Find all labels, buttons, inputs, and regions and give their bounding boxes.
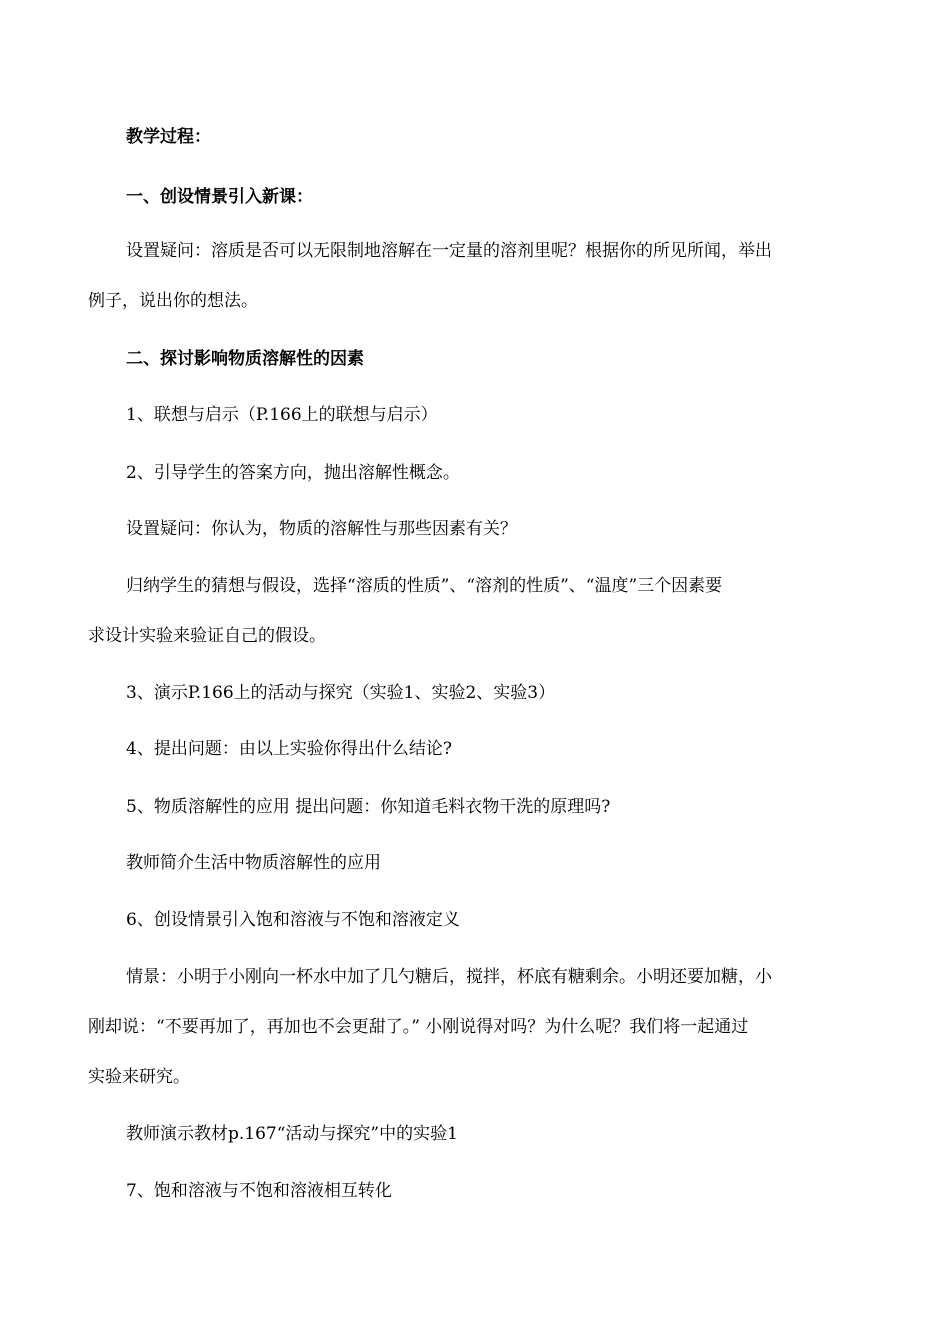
list-item-7: 7、饱和溶液与不饱和溶液相互转化 [126,1181,392,1201]
question-paragraph: 设置疑问：你认为，物质的溶解性与那些因素有关？ [126,519,517,539]
list-item-1: 1、联想与启示（P.166上的联想与启示） [126,405,438,425]
heading-teaching-process: 教学过程： [126,127,211,147]
scene-paragraph-line-1: 情景：小明于小刚向一杯水中加了几勺糖后，搅拌，杯底有糖剩余。小明还要加糖，小 [126,967,772,987]
teacher-demo-paragraph: 教师演示教材p.167“活动与探究”中的实验1 [126,1124,458,1144]
list-item-6: 6、创设情景引入饱和溶液与不饱和溶液定义 [126,910,460,930]
scene-paragraph-line-3: 实验来研究。 [88,1067,190,1087]
list-item-4: 4、提出问题：由以上实验你得出什么结论? [126,739,452,759]
section-2-title: 二、探讨影响物质溶解性的因素 [126,349,364,369]
list-item-5: 5、物质溶解性的应用 提出问题：你知道毛料衣物干洗的原理吗? [126,797,611,817]
summary-paragraph-line-2: 求设计实验来验证自己的假设。 [88,626,326,646]
summary-paragraph-line-1: 归纳学生的猜想与假设，选择“溶质的性质”、“溶剂的性质”、“温度”三个因素要 [126,576,723,596]
section-1-title: 一、创设情景引入新课： [126,187,313,207]
teacher-intro-paragraph: 教师简介生活中物质溶解性的应用 [126,853,381,873]
list-item-2: 2、引导学生的答案方向，抛出溶解性概念。 [126,463,460,483]
section-1-paragraph-line-2: 例子，说出你的想法。 [88,291,258,311]
scene-paragraph-line-2: 刚却说：“不要再加了，再加也不会更甜了。” 小刚说得对吗？为什么呢？我们将一起通过 [88,1017,749,1037]
list-item-3: 3、演示P.166上的活动与探究（实验1、实验2、实验3） [126,683,556,703]
section-1-paragraph-line-1: 设置疑问：溶质是否可以无限制地溶解在一定量的溶剂里呢？根据你的所见所闻，举出 [126,241,772,261]
